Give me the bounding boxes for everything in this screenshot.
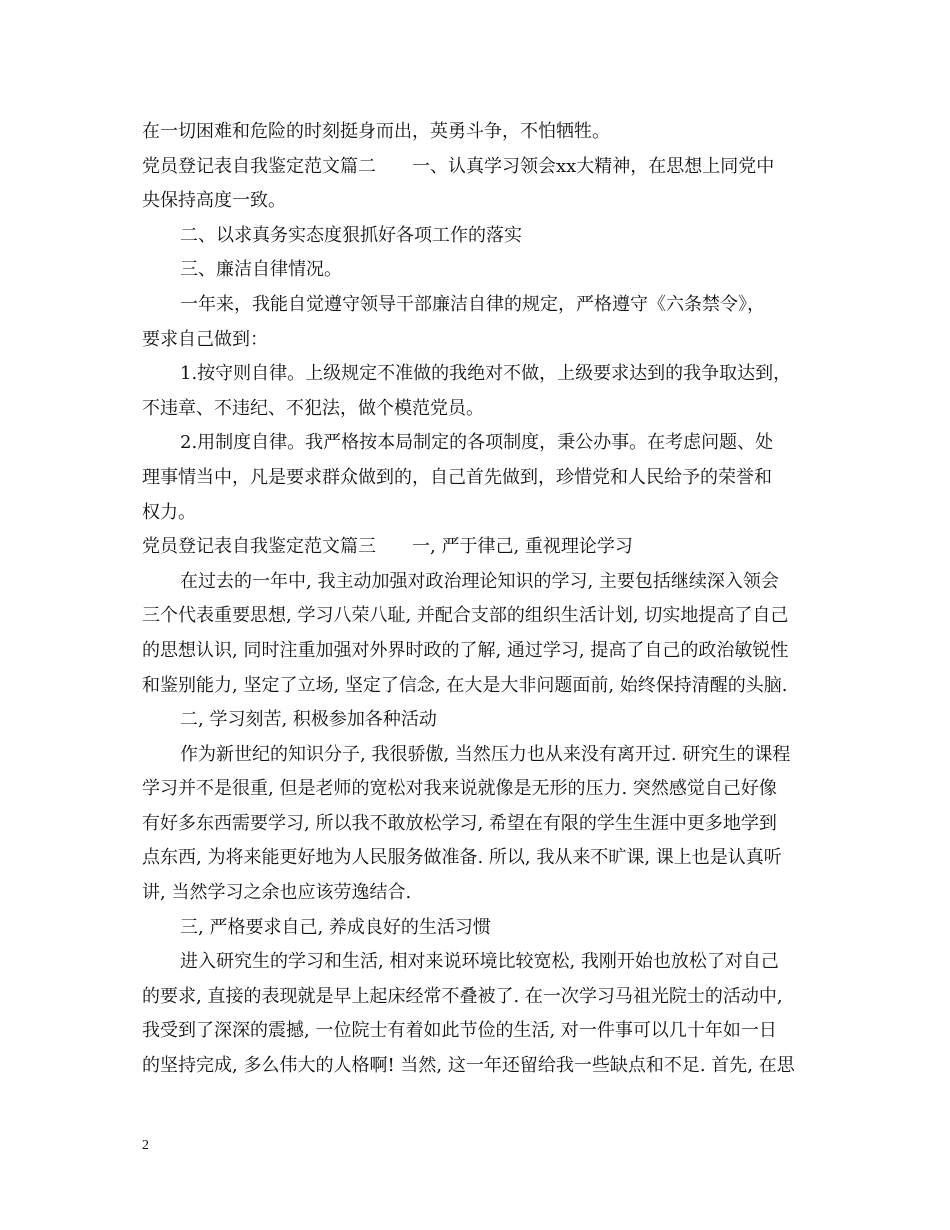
text-line: 党员登记表自我鉴定范文篇二 一、认真学习领会xx大精神，在思想上同党中 xyxy=(142,155,775,177)
text-line: 理事情当中，凡是要求群众做到的，自己首先做到，珍惜党和人民给予的荣誉和 xyxy=(142,466,772,488)
text-line: 有好多东西需要学习, 所以我不敢放松学习, 希望在有限的学生生涯中更多地学到 xyxy=(142,812,777,834)
text-line: 一年来，我能自觉遵守领导干部廉洁自律的规定，严格遵守《六条禁令》， xyxy=(180,293,765,315)
page-number: 2 xyxy=(142,1138,149,1153)
text-line: 央保持高度一致。 xyxy=(142,190,286,212)
text-line: 1.按守则自律。上级规定不准做的我绝对不做，上级要求达到的我争取达到， xyxy=(180,363,792,385)
text-line: 不违章、不违纪、不犯法，做个模范党员。 xyxy=(142,397,484,419)
text-line: 二, 学习刻苦, 积极参加各种活动 xyxy=(180,709,437,731)
text-line: 2.用制度自律。我严格按本局制定的各项制度，秉公办事。在考虑问题、处 xyxy=(180,432,774,454)
text-line: 和鉴别能力, 坚定了立场, 坚定了信念, 在大是大非问题面前, 始终保持清醒的头脑. xyxy=(142,674,788,696)
text-line: 党员登记表自我鉴定范文篇三 一, 严于律己, 重视理论学习 xyxy=(142,536,633,558)
text-line: 三, 严格要求自己, 养成良好的生活习惯 xyxy=(180,916,491,938)
text-line: 在过去的一年中, 我主动加强对政治理论知识的学习, 主要包括继续深入领会 xyxy=(180,570,779,592)
text-line: 作为新世纪的知识分子, 我很骄傲, 当然压力也从来没有离开过. 研究生的课程 xyxy=(180,743,791,765)
document-body xyxy=(142,115,818,1084)
text-line: 二、以求真务实态度狠抓好各项工作的落实 xyxy=(180,224,522,246)
text-line: 三、廉洁自律情况。 xyxy=(180,259,342,281)
text-line: 权力。 xyxy=(142,501,196,523)
text-line: 进入研究生的学习和生活, 相对来说环境比较宽松, 我刚开始也放松了对自己 xyxy=(180,951,779,973)
text-line: 学习并不是很重, 但是老师的宽松对我来说就像是无形的压力. 突然感觉自己好像 xyxy=(142,778,777,800)
text-line: 我受到了深深的震撼, 一位院士有着如此节俭的生活, 对一件事可以几十年如一日 xyxy=(142,1020,777,1042)
text-line: 要求自己做到： xyxy=(142,328,268,350)
text-line: 三个代表重要思想, 学习八荣八耻, 并配合支部的组织生活计划, 切实地提高了自己 xyxy=(142,605,789,627)
text-line: 的坚持完成, 多么伟大的人格啊! 当然, 这一年还留给我一些缺点和不足. 首先, 在思 xyxy=(142,1055,795,1077)
text-line: 的要求, 直接的表现就是早上起床经常不叠被了. 在一次学习马祖光院士的活动中, xyxy=(142,985,783,1007)
text-line: 点东西, 为将来能更好地为人民服务做准备. 所以, 我从来不旷课, 课上也是认真听 xyxy=(142,847,782,869)
text-line: 讲, 当然学习之余也应该劳逸结合. xyxy=(142,882,412,904)
text-line: 的思想认识, 同时注重加强对外界时政的了解, 通过学习, 提高了自己的政治敏锐性 xyxy=(142,639,789,661)
text-line: 在一切困难和危险的时刻挺身而出，英勇斗争，不怕牺牲。 xyxy=(142,121,610,142)
